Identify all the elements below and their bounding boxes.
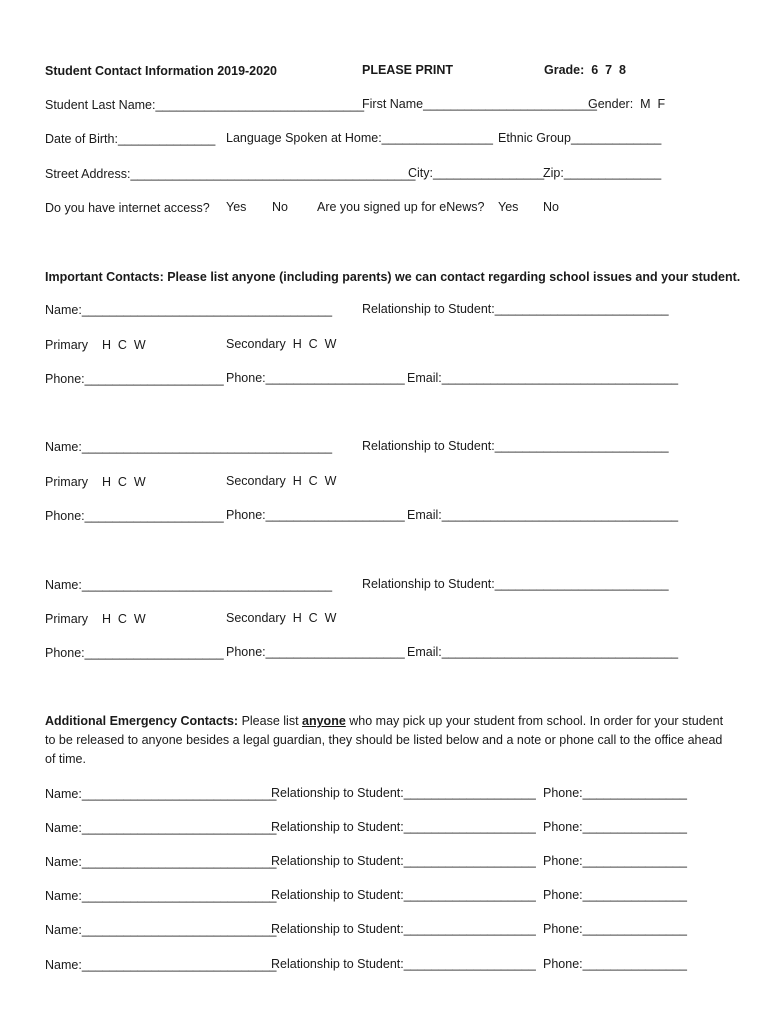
- contact-email-field[interactable]: Email:__________________________________: [407, 508, 679, 522]
- emergency-name-field[interactable]: Name:____________________________: [45, 889, 277, 903]
- emergency-name-field[interactable]: Name:____________________________: [45, 923, 277, 937]
- contact-phone2-field[interactable]: Phone:____________________: [226, 371, 405, 385]
- emergency-relationship-field[interactable]: Relationship to Student:___________________: [271, 922, 536, 936]
- contact-email-field[interactable]: Email:__________________________________: [407, 645, 679, 659]
- street-address-field[interactable]: Street Address:_________________________________________: [45, 167, 416, 181]
- emergency-phone-field[interactable]: Phone:_______________: [543, 820, 687, 834]
- internet-yes-option[interactable]: Yes: [226, 200, 247, 214]
- enews-no-option[interactable]: No: [543, 200, 559, 214]
- secondary-phone-type[interactable]: Secondary H C W: [226, 611, 337, 625]
- emergency-name-field[interactable]: Name:____________________________: [45, 958, 277, 972]
- form-title: Student Contact Information 2019-2020: [45, 64, 277, 78]
- internet-no-option[interactable]: No: [272, 200, 288, 214]
- language-field[interactable]: Language Spoken at Home:________________: [226, 131, 493, 145]
- emergency-name-field[interactable]: Name:____________________________: [45, 787, 277, 801]
- contact-phone2-field[interactable]: Phone:____________________: [226, 645, 405, 659]
- contact-relationship-field[interactable]: Relationship to Student:_________________________: [362, 302, 669, 316]
- emergency-phone-field[interactable]: Phone:_______________: [543, 922, 687, 936]
- contact-name-field[interactable]: Name:____________________________________: [45, 303, 333, 317]
- student-last-name-field[interactable]: Student Last Name:______________________________: [45, 98, 365, 112]
- contact-relationship-field[interactable]: Relationship to Student:_________________________: [362, 439, 669, 453]
- anyone-emphasis: anyone: [302, 714, 346, 728]
- important-contacts-heading: Important Contacts: Please list anyone (including parents) we can contact regarding school issues and your student.: [45, 270, 741, 284]
- primary-phone-type[interactable]: Primary H C W: [45, 612, 146, 626]
- please-print-label: PLEASE PRINT: [362, 63, 453, 77]
- contact-relationship-field[interactable]: Relationship to Student:_________________________: [362, 577, 669, 591]
- gender-field[interactable]: Gender: M F: [588, 97, 666, 111]
- enews-question: Are you signed up for eNews?: [317, 200, 485, 214]
- emergency-relationship-field[interactable]: Relationship to Student:___________________: [271, 854, 536, 868]
- ethnic-group-field[interactable]: Ethnic Group_____________: [498, 131, 662, 145]
- emergency-phone-field[interactable]: Phone:_______________: [543, 854, 687, 868]
- enews-yes-option[interactable]: Yes: [498, 200, 519, 214]
- secondary-phone-type[interactable]: Secondary H C W: [226, 337, 337, 351]
- grade-field[interactable]: Grade: 6 7 8: [544, 63, 626, 77]
- emergency-relationship-field[interactable]: Relationship to Student:___________________: [271, 957, 536, 971]
- emergency-phone-field[interactable]: Phone:_______________: [543, 957, 687, 971]
- contact-email-field[interactable]: Email:__________________________________: [407, 371, 679, 385]
- emergency-relationship-field[interactable]: Relationship to Student:___________________: [271, 820, 536, 834]
- contact-name-field[interactable]: Name:____________________________________: [45, 578, 333, 592]
- additional-text-before: Please list: [238, 714, 303, 728]
- contact-name-field[interactable]: Name:____________________________________: [45, 440, 333, 454]
- emergency-phone-field[interactable]: Phone:_______________: [543, 786, 687, 800]
- primary-phone-type[interactable]: Primary H C W: [45, 475, 146, 489]
- secondary-phone-type[interactable]: Secondary H C W: [226, 474, 337, 488]
- emergency-name-field[interactable]: Name:____________________________: [45, 855, 277, 869]
- first-name-field[interactable]: First Name_________________________: [362, 97, 597, 111]
- emergency-phone-field[interactable]: Phone:_______________: [543, 888, 687, 902]
- zip-field[interactable]: Zip:______________: [543, 166, 662, 180]
- internet-question: Do you have internet access?: [45, 201, 210, 215]
- additional-contacts-paragraph: [45, 712, 735, 769]
- emergency-relationship-field[interactable]: Relationship to Student:___________________: [271, 888, 536, 902]
- city-field[interactable]: City:________________: [408, 166, 545, 180]
- contact-phone1-field[interactable]: Phone:____________________: [45, 509, 224, 523]
- contact-phone1-field[interactable]: Phone:____________________: [45, 646, 224, 660]
- date-of-birth-field[interactable]: Date of Birth:______________: [45, 132, 216, 146]
- emergency-relationship-field[interactable]: Relationship to Student:___________________: [271, 786, 536, 800]
- additional-text-after: who may pick up your student from school. In order for your student to be released to anyone besides a legal guardian, they should be listed below and a note or phone call to the office ahead of time.: [45, 714, 724, 766]
- emergency-name-field[interactable]: Name:____________________________: [45, 821, 277, 835]
- additional-contacts-heading: Additional Emergency Contacts:: [45, 714, 239, 728]
- primary-phone-type[interactable]: Primary H C W: [45, 338, 146, 352]
- contact-phone2-field[interactable]: Phone:____________________: [226, 508, 405, 522]
- contact-phone1-field[interactable]: Phone:____________________: [45, 372, 224, 386]
